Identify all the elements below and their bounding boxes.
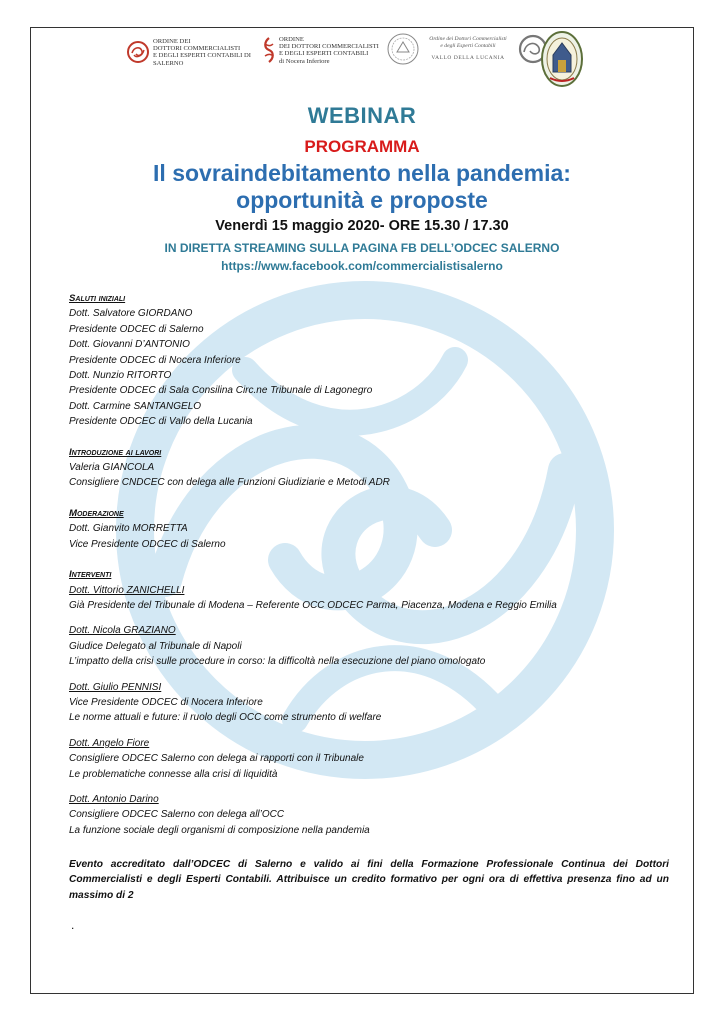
event-date: Venerdì 15 maggio 2020- ORE 15.30 / 17.30 — [215, 218, 509, 234]
logo-line: ORDINE DEI — [153, 38, 191, 45]
logo-line: E DEGLI ESPERTI CONTABILI — [279, 50, 369, 58]
logo-line: ORDINE — [279, 36, 304, 43]
program-line: Dott. Salvatore GIORDANO — [69, 308, 193, 320]
program-line: Dott. Nunzio RITORTO — [69, 370, 172, 382]
programma-heading: PROGRAMMA — [304, 137, 420, 156]
section-heading-interventi: Interventi — [69, 569, 112, 581]
speaker-name: Dott. Angelo Fiore — [69, 737, 150, 749]
sala-consilina-crest-logo — [540, 30, 584, 88]
program-line: Dott. Carmine SANTANGELO — [69, 400, 202, 412]
logo-line: VALLO DELLA LUCANIA — [431, 55, 505, 62]
spacer — [69, 613, 679, 623]
facebook-link[interactable]: https://www.facebook.com/commercialistisalerno — [221, 259, 503, 273]
speaker-detail: Già Presidente del Tribunale di Modena – Referente OCC ODCEC Parma, Piacenza, Modena e Reggio Emilia — [69, 599, 557, 611]
odcec-salerno-logo — [126, 38, 251, 67]
event-title-line1: Il sovraindebitamento nella pandemia: — [153, 160, 571, 186]
spacer — [69, 670, 679, 680]
speaker-name: Dott. Vittorio ZANICHELLI — [69, 584, 185, 596]
odcec-vallo-logo — [386, 32, 550, 66]
program-line: Dott. Giovanni D’ANTONIO — [69, 339, 190, 351]
program-line: Presidente ODCEC di Vallo della Lucania — [69, 416, 253, 428]
section-heading-introduzione: Introduzione ai lavori — [69, 446, 162, 458]
spacer — [69, 726, 679, 736]
spacer — [69, 782, 679, 792]
program-line: Valeria GIANCOLA — [69, 462, 155, 474]
speaker-name: Dott. Nicola GRAZIANO — [69, 625, 176, 637]
section-heading-moderazione: Moderazione — [69, 507, 124, 519]
speaker-detail: La funzione sociale degli organismi di composizione nella pandemia — [69, 824, 370, 836]
spacer — [69, 430, 679, 445]
odcec-salerno-text — [153, 38, 251, 67]
speaker-detail: Consigliere ODCEC Salerno con delega ai rapporti con il Tribunale — [69, 753, 364, 765]
crest-icon — [540, 30, 584, 88]
logo-line: SALERNO — [153, 59, 184, 67]
speaker-detail: Vice Presidente ODCEC di Nocera Inferiore — [69, 696, 263, 708]
spacer — [69, 552, 679, 567]
speaker-detail: Giudice Delegato al Tribunale di Napoli — [69, 640, 242, 652]
speaker-detail: Le problematiche connesse alla crisi di liquidità — [69, 768, 278, 780]
event-title-line2: opportunità e proposte — [236, 187, 488, 213]
speaker-detail: Consigliere ODCEC Salerno con delega all’OCC — [69, 809, 285, 821]
program-line: Presidente ODCEC di Sala Consilina Circ.ne Tribunale di Lagonegro — [69, 385, 373, 397]
logo-line: Ordine dei Dottori Commercialisti — [429, 35, 507, 42]
logo-line: di Nocera Inferiore — [279, 57, 330, 65]
speaker-detail: Le norme attuali e future: il ruolo degli OCC come strumento di welfare — [69, 712, 382, 724]
spacer — [69, 491, 679, 506]
odcec-emblem-icon — [126, 40, 150, 64]
logo-line: DEI DOTTORI COMMERCIALISTI — [279, 43, 379, 51]
seal-emblem-icon — [386, 32, 420, 66]
streaming-info: IN DIRETTA STREAMING SULLA PAGINA FB DELL’ODCEC SALERNO — [164, 241, 560, 255]
speaker-name: Dott. Giulio PENNISI — [69, 681, 162, 693]
program-body — [69, 291, 679, 838]
speaker-detail: L’impatto della crisi sulle procedure in corso: la difficoltà nella esecuzione del piano omologato — [69, 656, 486, 668]
section-heading-saluti: Saluti iniziali — [69, 293, 126, 304]
logo-line: DOTTORI COMMERCIALISTI — [153, 45, 241, 53]
program-line: Dott. Gianvito MORRETTA — [69, 523, 188, 535]
odcec-nocera-logo — [262, 36, 379, 65]
odcec-nocera-text — [279, 36, 379, 65]
program-line: Vice Presidente ODCEC di Salerno — [69, 538, 226, 550]
program-line: Presidente ODCEC di Salerno — [69, 323, 204, 335]
header-logos — [40, 30, 685, 100]
event-title — [30, 160, 694, 214]
accreditation-note: Evento accreditato dall’ODCEC di Salerno e valido ai fini della Formazione Professionale Continua dei Dottori Commercialisti e degli Esperti Contabili. Attribuisce un credito formativo per ogni ora di effettiva presenza fino ad un massimo di 2 — [69, 859, 669, 901]
logo-line: e degli Esperti Contabili — [440, 42, 496, 49]
odcec-vallo-text — [424, 36, 512, 63]
program-line: Presidente ODCEC di Nocera Inferiore — [69, 354, 241, 366]
program-line: Consigliere CNDCEC con delega alle Funzioni Giudiziarie e Metodi ADR — [69, 477, 390, 489]
odcec-emblem-icon — [262, 36, 276, 64]
logo-line: E DEGLI ESPERTI CONTABILI DI — [153, 52, 251, 60]
webinar-heading: WEBINAR — [307, 103, 417, 128]
speaker-name: Dott. Antonio Darino — [69, 793, 159, 805]
trailing-dot: . — [71, 918, 75, 932]
